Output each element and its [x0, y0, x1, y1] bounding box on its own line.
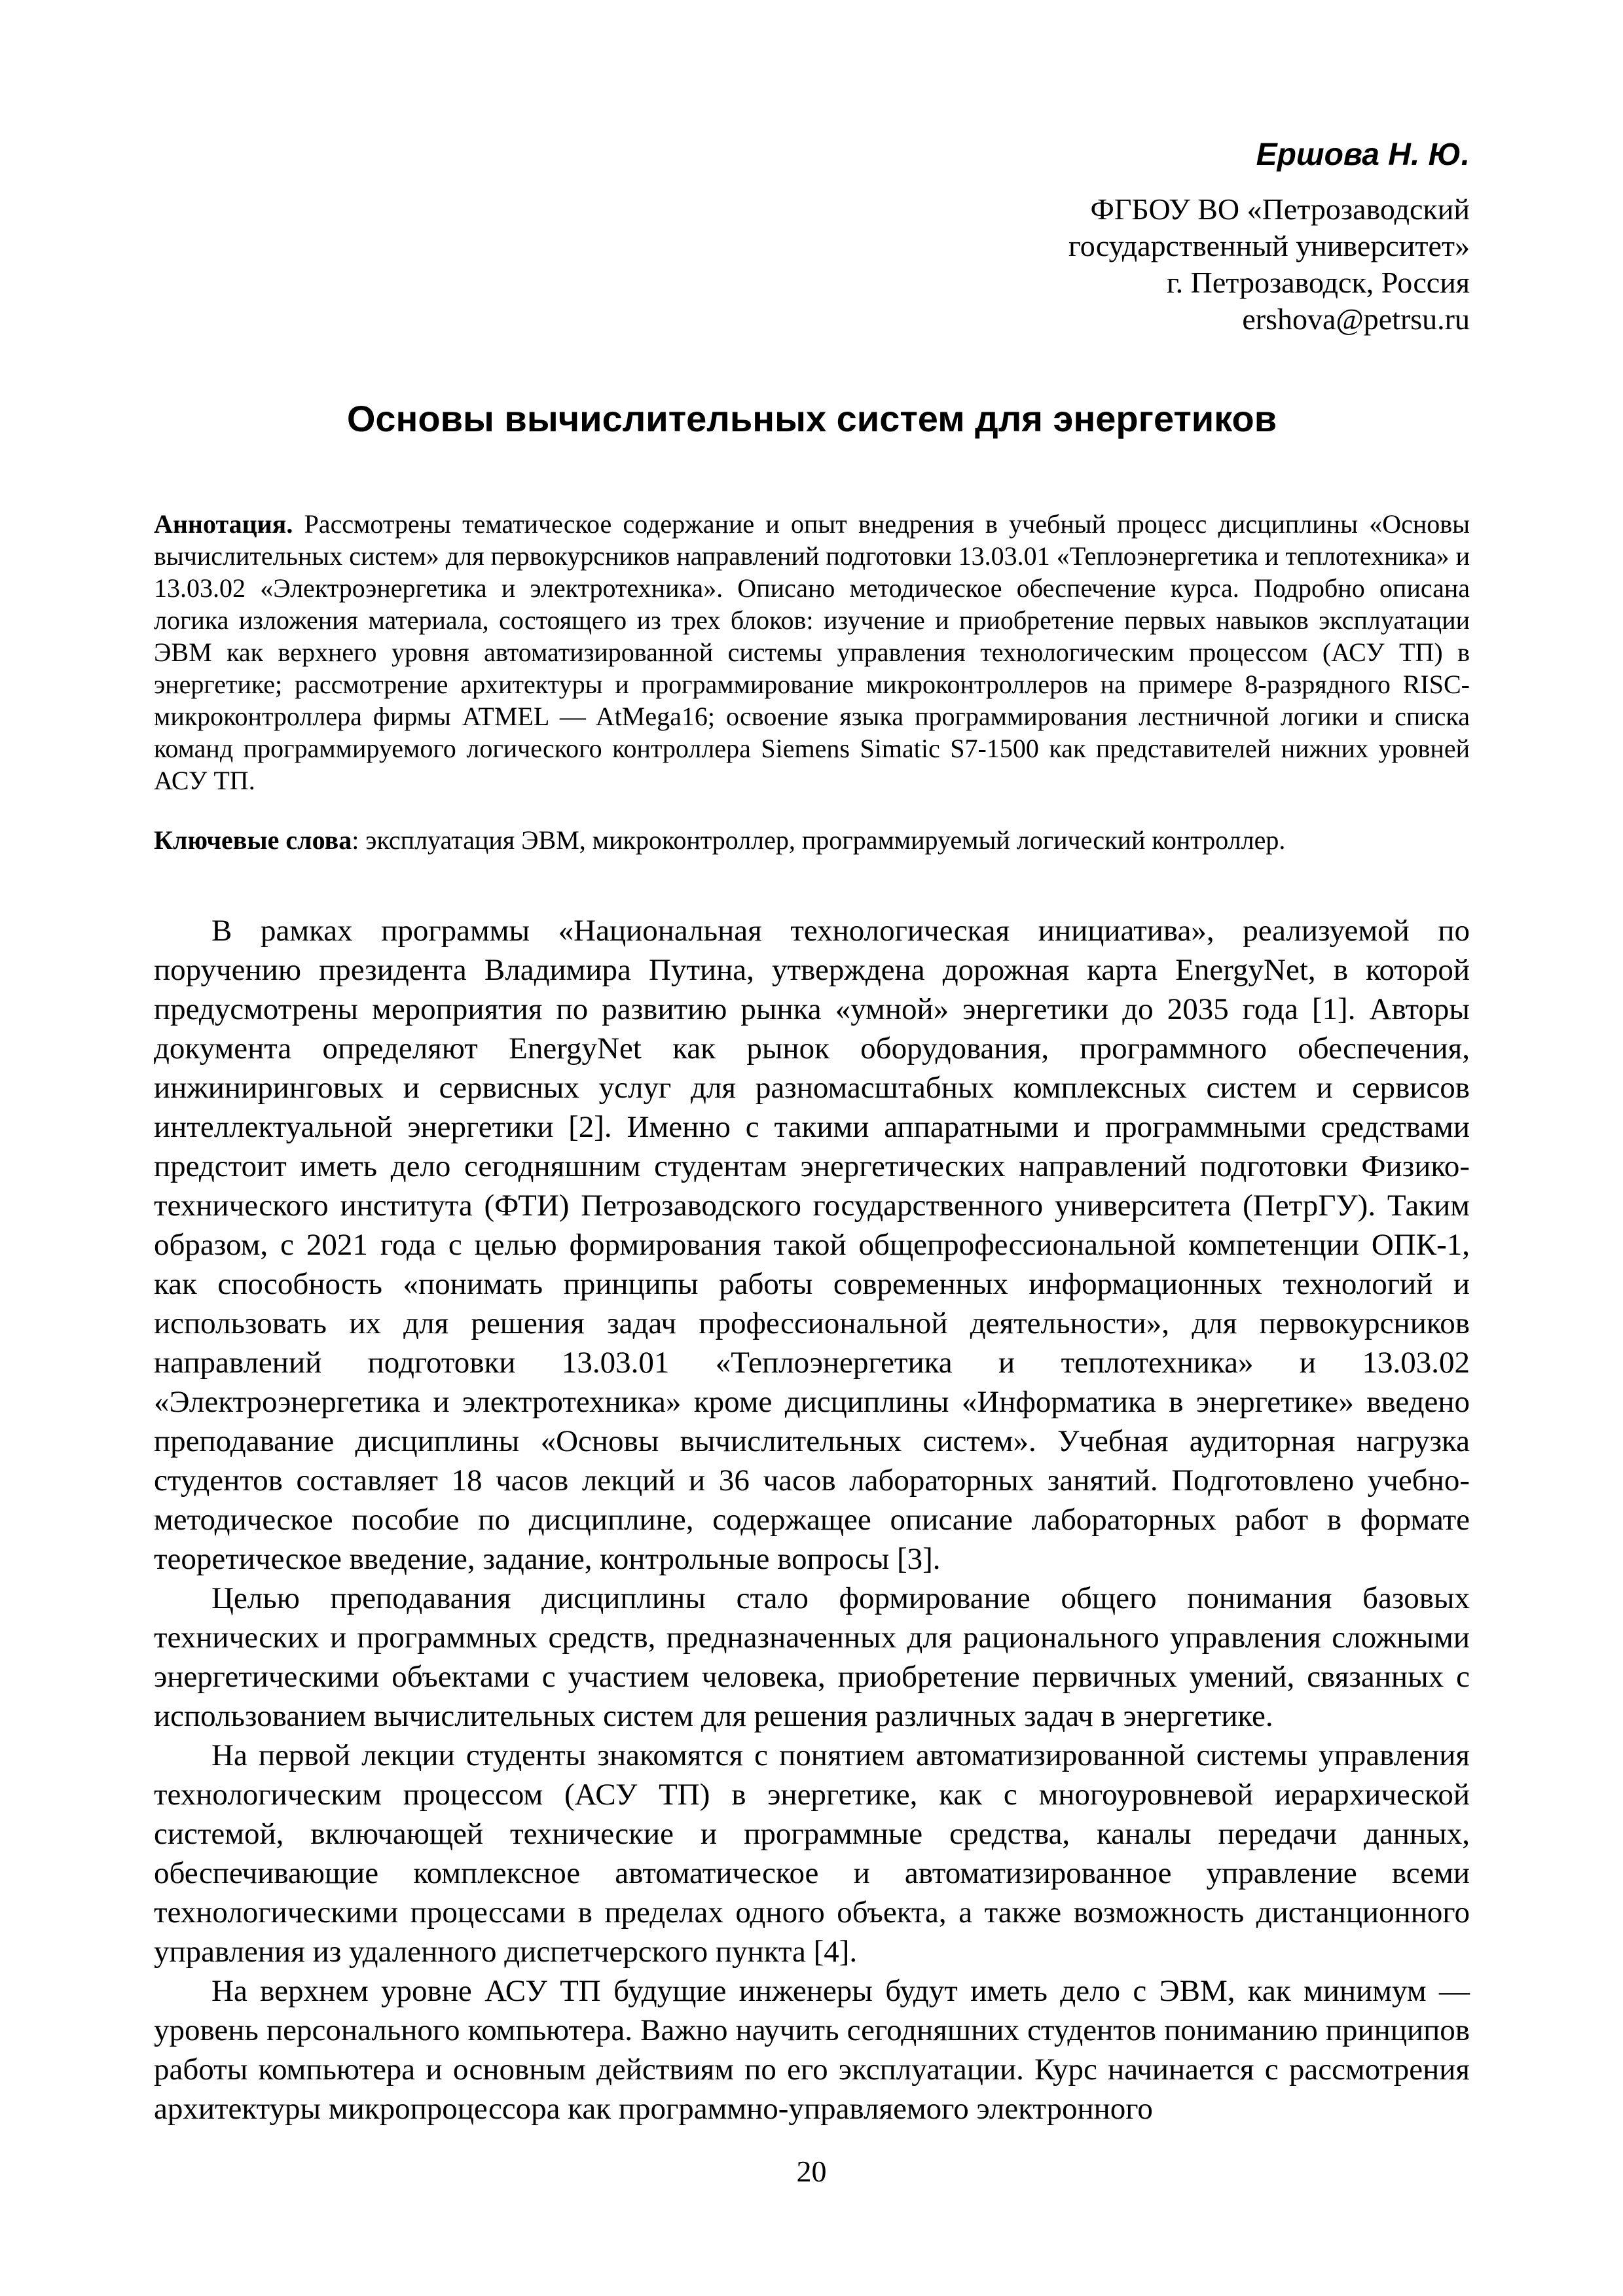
affiliation-line: ФГБОУ ВО «Петрозаводский	[1090, 192, 1470, 226]
author-name: Ершова Н. Ю.	[1256, 137, 1470, 172]
paragraph: На верхнем уровне АСУ ТП будущие инженеры будут иметь дело с ЭВМ, как минимум — уровень персонального компьютера. Важно научить сегодняшних студентов пониманию принципов работы компьютера и основным действиям по его эксплуатации. Курс начинается с рассмотрения архитектуры микропроцессора как программно-управляемого электронного	[154, 1974, 1470, 2126]
abstract-text: Рассмотрены тематическое содержание и опыт внедрения в учебный процесс дисциплины «Основы вычислительных систем» для первокурсников направлений подготовки 13.03.01 «Теплоэнергетика и теплотехника» и 13.03.02 «Электроэнергетика и электротехника». Описано методическое обеспечение курса. Подробно описана логика изложения материала, состоящего из трех блоков: изучение и приобретение первых навыков эксплуатации ЭВМ как верхнего уровня автоматизированной системы управления технологическим процессом (АСУ ТП) в энергетике; рассмотрение архитектуры и программирование микроконтроллеров на примере 8-разрядного RISC-микроконтроллера фирмы ATMEL — AtMega16; освоение языка программирования лестничной логики и списка команд программируемого логического контроллера Siemens Simatic S7-1500 как представителей нижних уровней АСУ ТП.	[154, 509, 1470, 795]
keywords-text: : эксплуатация ЭВМ, микроконтроллер, программируемый логический контроллер.	[352, 825, 1286, 855]
author-email: ershova@petrsu.ru	[1242, 302, 1470, 336]
affiliation-city: г. Петрозаводск, Россия	[1166, 266, 1470, 299]
paragraph: Целью преподавания дисциплины стало формирование общего понимания базовых технических и программных средств, предназначенных для рационального управления сложными энергетическими объектами с участием человека, приобретение первичных умений, связанных с использованием вычислительных систем для решения различных задач в энергетике.	[154, 1581, 1470, 1733]
keywords	[154, 824, 1470, 856]
keywords-label: Ключевые слова	[154, 825, 352, 855]
article-body	[154, 911, 1470, 2128]
author-block	[154, 0, 1470, 338]
abstract	[154, 508, 1470, 797]
paragraph: В рамках программы «Национальная технологическая инициатива», реализуемой по поручению президента Владимира Путина, утверждена дорожная карта EnergyNet, в которой предусмотрены мероприятия по развитию рынка «умной» энергетики до 2035 года [1]. Авторы документа определяют EnergyNet как рынок оборудования, программного обеспечения, инжиниринговых и сервисных услуг для разномасштабных комплексных систем и сервисов интеллектуальной энергетики [2]. Именно с такими аппаратными и программными средствами предстоит иметь дело сегодняшним студентам энергетических направлений подготовки Физико-технического института (ФТИ) Петрозаводского государственного университета (ПетрГУ). Таким образом, с 2021 года с целью формирования такой общепрофессиональной компетенции ОПК-1, как способность «понимать принципы работы современных информационных технологий и использовать их для решения задач профессиональной деятельности», для первокурсников направлений подготовки 13.03.01 «Теплоэнергетика и теплотехника» и 13.03.02 «Электроэнергетика и электротехника» кроме дисциплины «Информатика в энергетике» введено преподавание дисциплины «Основы вычислительных систем». Учебная аудиторная нагрузка студентов составляет 18 часов лекций и 36 часов лабораторных занятий. Подготовлено учебно-методическое пособие по дисциплине, содержащее описание лабораторных работ в формате теоретическое введение, задание, контрольные вопросы [3].	[154, 914, 1470, 1576]
article-title: Основы вычислительных систем для энергетиков	[346, 398, 1277, 439]
page-number: 20	[796, 2155, 827, 2188]
paragraph: На первой лекции студенты знакомятся с понятием автоматизированной системы управления технологическим процессом (АСУ ТП) в энергетике, как с многоуровневой иерархической системой, включающей технические и программные средства, каналы передачи данных, обеспечивающие комплексное автоматическое и автоматизированное управление всеми технологическими процессами в пределах одного объекта, а также возможность дистанционного управления из удаленного диспетчерского пункта [4].	[154, 1738, 1470, 1969]
abstract-label: Аннотация.	[154, 509, 293, 539]
affiliation-line: государственный университет»	[1068, 229, 1470, 262]
affiliation	[154, 191, 1470, 338]
